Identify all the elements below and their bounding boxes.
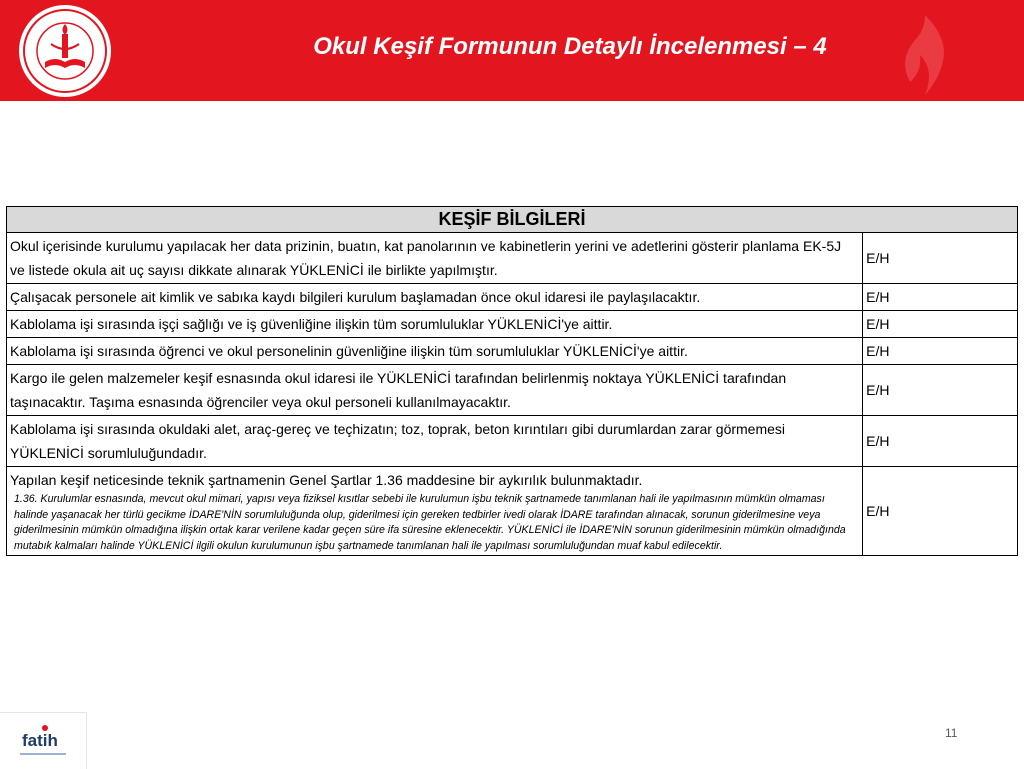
fatih-logo: [0, 712, 87, 769]
row-text: Kablolama işi sırasında öğrenci ve okul personelinin güvenliğine ilişkin tüm sorumluluklar YÜKLENİCİ'ye aittir.: [7, 338, 863, 365]
page-number: 11: [945, 726, 958, 740]
row-text-cell: [7, 467, 863, 556]
row-text: Çalışacak personele ait kimlik ve sabıka kaydı bilgileri kurulum başlamadan önce okul idaresi ile paylaşılacaktır.: [7, 284, 863, 311]
table-row: [7, 284, 1018, 311]
table-row: [7, 416, 1018, 467]
row-answer: E/H: [863, 284, 1018, 311]
table-row: [7, 233, 1018, 284]
table-row: [7, 467, 1018, 556]
row-answer: E/H: [863, 416, 1018, 467]
row-text: Kablolama işi sırasında okuldaki alet, araç-gereç ve teçhizatın; toz, toprak, beton kırıntıları gibi durumlardan zarar görmemesi YÜKLENİCİ sorumluluğundadır.: [7, 416, 863, 467]
row-answer: E/H: [863, 338, 1018, 365]
table-row: [7, 338, 1018, 365]
table-row: [7, 311, 1018, 338]
row-text: Okul içerisinde kurulumu yapılacak her data prizinin, buatın, kat panolarının ve kabinetlerin yerini ve adetlerini gösterir planlama EK-5J ve listede okula ait uç sayısı dikkate alınarak YÜKLENİCİ ile birlikte yapılmıştır.: [7, 233, 863, 284]
row-answer: E/H: [863, 467, 1018, 556]
fatih-underline: [20, 753, 66, 755]
row-text: Yapılan keşif neticesinde teknik şartnamenin Genel Şartlar 1.36 maddesine bir aykırılık bulunmaktadır.: [10, 472, 643, 488]
kesif-table: [6, 206, 1018, 556]
table-header-row: [7, 207, 1018, 233]
row-answer: E/H: [863, 311, 1018, 338]
row-answer: E/H: [863, 233, 1018, 284]
slide-title: Okul Keşif Formunun Detaylı İncelenmesi – 4: [313, 33, 827, 60]
row-text: Kablolama işi sırasında işçi sağlığı ve iş güvenliğine ilişkin tüm sorumluluklar YÜKLENİCİ'ye aittir.: [7, 311, 863, 338]
row-text: Kargo ile gelen malzemeler keşif esnasında okul idaresi ile YÜKLENİCİ tarafından belirlenmiş noktaya YÜKLENİCİ tarafından taşınacaktır. Taşıma esnasında öğrenciler veya okul personeli kullanılmayacaktır.: [7, 365, 863, 416]
table-header: KEŞİF BİLGİLERİ: [7, 207, 1018, 233]
slide-header: [0, 0, 1024, 101]
row-answer: E/H: [863, 365, 1018, 416]
fatih-brand: fatih: [22, 731, 58, 750]
table-row: [7, 365, 1018, 416]
row-note: 1.36. Kurulumlar esnasında, mevcut okul mimari, yapısı veya fiziksel kısıtlar sebebi ile kurulumun işbu teknik şartnamede tanımlanan hali ile yapılmasının mümkün olmaması halinde yaşanacak her türlü gecikme İDARE'NİN sorumluluğunda olup, giderilmesi için gereken tedbirler ivedi olarak İDARE tarafından alınacak, sorunun giderilmesine veya giderilmesinin mümkün olmadığına ilişkin ortak karar verilene kadar geçen süre ifa süresine eklenecektir. YÜKLENİCİ ile İDARE'NİN sorunun giderilmesinin mümkün olmadığında mutabık kalmaları halinde YÜKLENİCİ ilgili okulun kurulumunun işbu şartnamede tanımlanan hali ile yapılması sorumluluğundan muaf kabul edilecektir.: [14, 493, 846, 552]
